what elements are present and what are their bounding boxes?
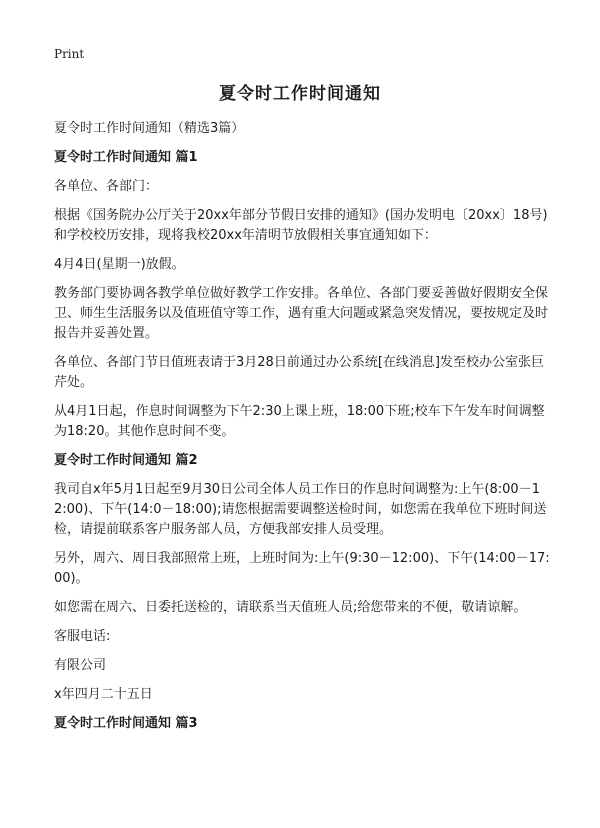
paragraph: 另外，周六、周日我部照常上班，上班时间为:上午(9:30－12:00)、下午(14:00－17:00)。 <box>54 551 550 586</box>
document-body <box>54 119 550 743</box>
paragraph: 有限公司 <box>54 658 107 673</box>
paragraph: x年四月二十五日 <box>54 687 153 702</box>
page-title: 夏令时工作时间通知 <box>219 84 381 104</box>
paragraph: 4月4日(星期一)放假。 <box>54 257 185 272</box>
paragraph: 根据《国务院办公厅关于20xx年部分节假日安排的通知》(国办发明电〔20xx〕18号)和学校校历安排，现将我校20xx年清明节放假相关事宜通知如下： <box>54 208 548 243</box>
paragraph: 如您需在周六、日委托送检的，请联系当天值班人员;给您带来的不便，敬请谅解。 <box>54 600 527 615</box>
section-heading-2: 夏令时工作时间通知 篇2 <box>54 453 198 468</box>
paragraph: 各单位、各部门： <box>54 179 159 194</box>
paragraph: 各单位、各部门节日值班表请于3月28日前通过办公系统[在线消息]发至校办公室张巨芹处。 <box>54 355 544 390</box>
print-link[interactable]: Print <box>54 47 85 61</box>
paragraph: 教务部门要协调各教学单位做好教学工作安排。各单位、各部门要妥善做好假期安全保卫、师生生活服务以及值班值守等工作，遇有重大问题或紧急突发情况，要按规定及时报告并妥善处置。 <box>54 286 549 341</box>
paragraph: 客服电话: <box>54 629 111 644</box>
document-subtitle: 夏令时工作时间通知（精选3篇） <box>54 121 245 136</box>
paragraph: 从4月1日起，作息时间调整为下午2:30上课上班，18:00下班;校车下午发车时间调整为18:20。其他作息时间不变。 <box>54 404 545 439</box>
section-heading-3: 夏令时工作时间通知 篇3 <box>54 716 198 731</box>
paragraph: 我司自x年5月1日起至9月30日公司全体人员工作日的作息时间调整为:上午(8:00－12:00)、下午(14:0－18:00);请您根据需要调整送检时间，如您需在我单位下班时间送检，请提前联系客户服务部人员，方便我部安排人员受理。 <box>54 482 547 537</box>
section-heading-1: 夏令时工作时间通知 篇1 <box>54 150 198 165</box>
